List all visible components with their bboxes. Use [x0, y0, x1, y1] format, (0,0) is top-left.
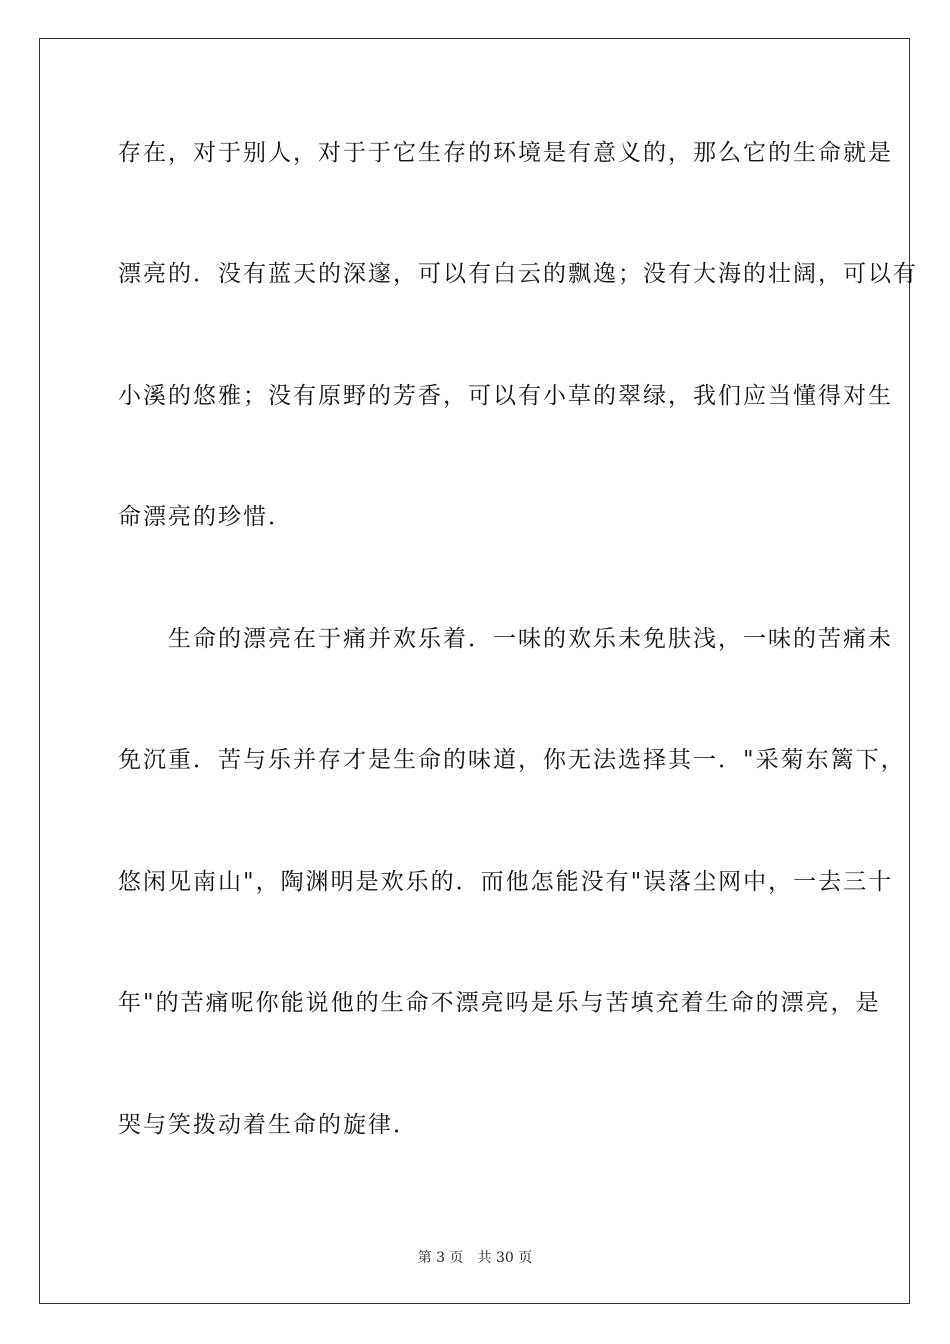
text-line: 年"的苦痛呢你能说他的生命不漂亮吗是乐与苦填充着生命的漂亮，是 [118, 990, 881, 1016]
text-line: 漂亮的．没有蓝天的深邃，可以有白云的飘逸；没有大海的壮阔，可以有 [118, 261, 918, 287]
text-line: 哭与笑拨动着生命的旋律． [118, 1112, 418, 1138]
text-line: 存在，对于别人，对于于它生存的环境是有意义的，那么它的生命就是 [118, 140, 893, 166]
text-line: 悠闲见南山"，陶渊明是欢乐的．而他怎能没有"误落尘网中，一去三十 [118, 869, 894, 895]
text-line: 生命的漂亮在于痛并欢乐着．一味的欢乐未免肤浅，一味的苦痛未 [118, 626, 893, 652]
page-number: 第 3 页 [417, 1250, 464, 1266]
text-line: 免沉重．苦与乐并存才是生命的味道，你无法选择其一．"采菊东篱下， [118, 747, 906, 773]
page-total: 共 30 页 [477, 1250, 533, 1266]
page-footer [0, 1249, 950, 1267]
text-line: 小溪的悠雅；没有原野的芳香，可以有小草的翠绿，我们应当懂得对生 [118, 383, 893, 409]
text-line: 命漂亮的珍惜． [118, 504, 293, 530]
